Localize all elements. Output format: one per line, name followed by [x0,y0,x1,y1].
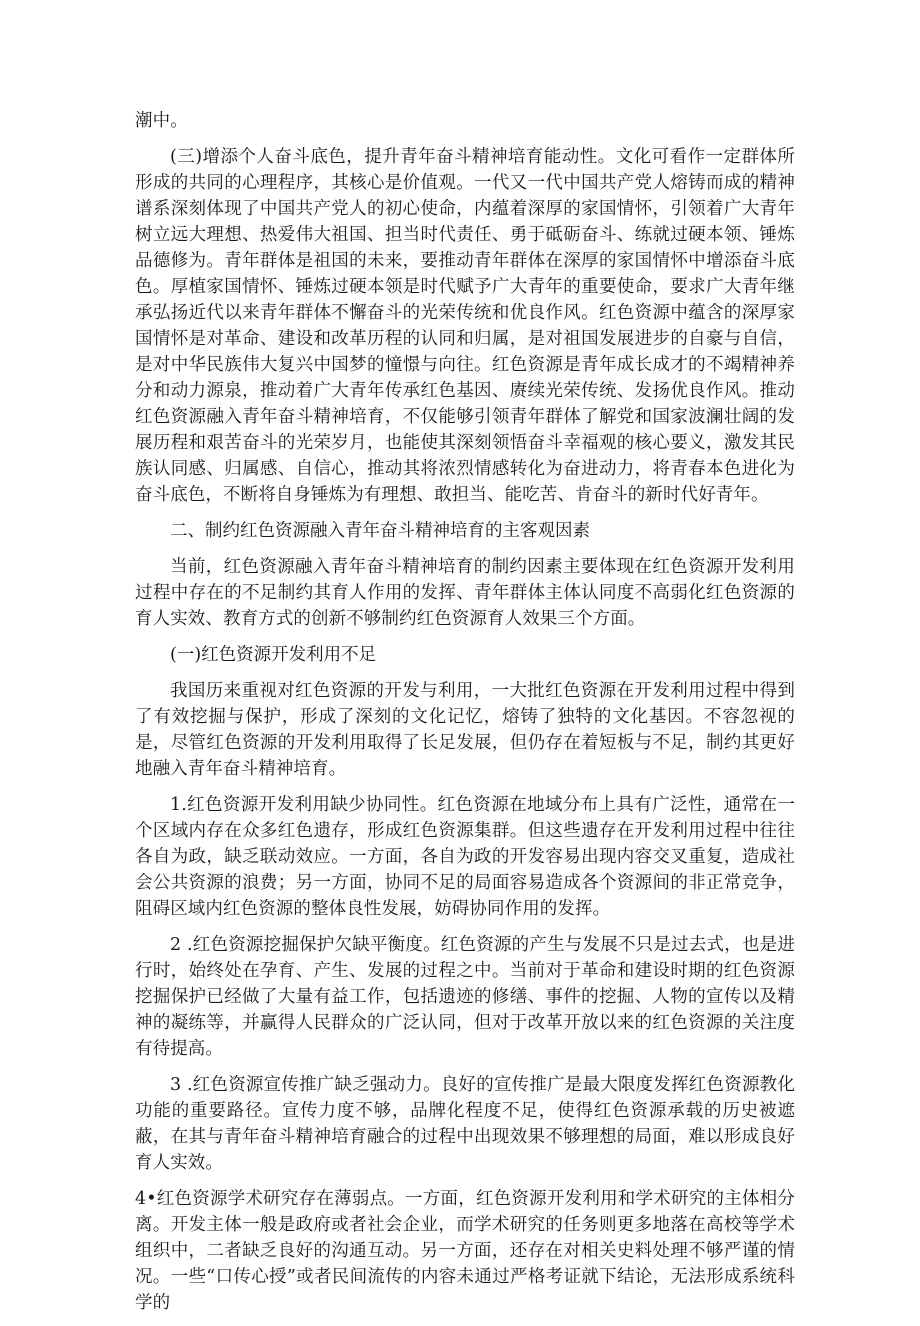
paragraph-section-three: (三)增添个人奋斗底色，提升青年奋斗精神培育能动性。文化可看作一定群体所形成的共同的心理程序，其核心是价值观。一代又一代中国共产党人熔铸而成的精神谱系深刻体现了中国共产党人的初心使命，内蕴着深厚的家国情怀，引领着广大青年树立远大理想、热爱伟大祖国、担当时代责任、勇于砥砺奋斗、练就过硬本领、锤炼品德修为。青年群体是祖国的未来，要推动青年群体在深厚的家国情怀中增添奋斗底色。厚植家国情怀、锤炼过硬本领是时代赋予广大青年的重要使命，要求广大青年继承弘扬近代以来青年群体不懈奋斗的光荣传统和优良作风。红色资源中蕴含的深厚家国情怀是对革命、建设和改革历程的认同和归属，是对祖国发展进步的自豪与自信，是对中华民族伟大复兴中国梦的憧憬与向往。红色资源是青年成长成才的不竭精神养分和动力源泉，推动着广大青年传承红色基因、赓续光荣传统、发扬优良作风。推动红色资源融入青年奋斗精神培育，不仅能够引领青年群体了解党和国家波澜壮阔的发展历程和艰苦奋斗的光荣岁月，也能使其深刻领悟奋斗幸福观的核心要义，激发其民族认同感、归属感、自信心，推动其将浓烈情感转化为奋进动力，将青春本色进化为奋斗底色，不断将自身锤炼为有理想、敢担当、能吃苦、肯奋斗的新时代好青年。 [135,147,795,505]
document-page [135,108,795,1326]
paragraph-item-1: 1.红色资源开发利用缺少协同性。红色资源在地域分布上具有广泛性，通常在一个区域内存在众多红色遗存，形成红色资源集群。但这些遗存在开发利用过程中往往各自为政，缺乏联动效应。一方面，各自为政的开发容易出现内容交叉重复，造成社会公共资源的浪费；另一方面，协同不足的局面容易造成各个资源间的非正常竞争，阻碍区域内红色资源的整体良性发展，妨碍协同作用的发挥。 [135,795,795,919]
paragraph-item-2: 2 .红色资源挖掘保护欠缺平衡度。红色资源的产生与发展不只是过去式，也是进行时，始终处在孕育、产生、发展的过程之中。当前对于革命和建设时期的红色资源挖掘保护已经做了大量有益工作，包括遗迹的修缮、事件的挖掘、人物的宣传以及精神的凝练等，并赢得人民群众的广泛认同，但对于改革开放以来的红色资源的关注度有待提高。 [135,935,795,1059]
paragraph-development: 我国历来重视对红色资源的开发与利用，一大批红色资源在开发利用过程中得到了有效挖掘与保护，形成了深刻的文化记忆，熔铸了独特的文化基因。不容忽视的是，尽管红色资源的开发利用取得了长足发展，但仍存在着短板与不足，制约其更好地融入青年奋斗精神培育。 [135,681,795,779]
paragraph-item-3: 3 .红色资源宣传推广缺乏强动力。良好的宣传推广是最大限度发挥红色资源教化功能的重要路径。宣传力度不够，品牌化程度不足，使得红色资源承载的历史被遮蔽，在其与青年奋斗精神培育融合的过程中出现效果不够理想的局面，难以形成良好育人实效。 [135,1075,795,1173]
paragraph-item-4: 4•红色资源学术研究存在薄弱点。一方面，红色资源开发利用和学术研究的主体相分离。开发主体一般是政府或者社会企业，而学术研究的任务则更多地落在高校等学术组织中，二者缺乏良好的沟通互动。另一方面，还存在对相关史料处理不够严谨的情况。一些“口传心授”或者民间流传的内容未通过严格考证就下结论，无法形成系统科学的 [135,1189,795,1313]
subsection-heading-one: (一)红色资源开发利用不足 [170,645,377,665]
paragraph-intro-factors: 当前，红色资源融入青年奋斗精神培育的制约因素主要体现在红色资源开发利用过程中存在的不足制约其育人作用的发挥、青年群体主体认同度不高弱化红色资源的育人实效、教育方式的创新不够制约红色资源育人效果三个方面。 [135,557,795,629]
paragraph-continuation: 潮中。 [135,111,188,131]
section-heading-two: 二、制约红色资源融入青年奋斗精神培育的主客观因素 [170,521,590,541]
